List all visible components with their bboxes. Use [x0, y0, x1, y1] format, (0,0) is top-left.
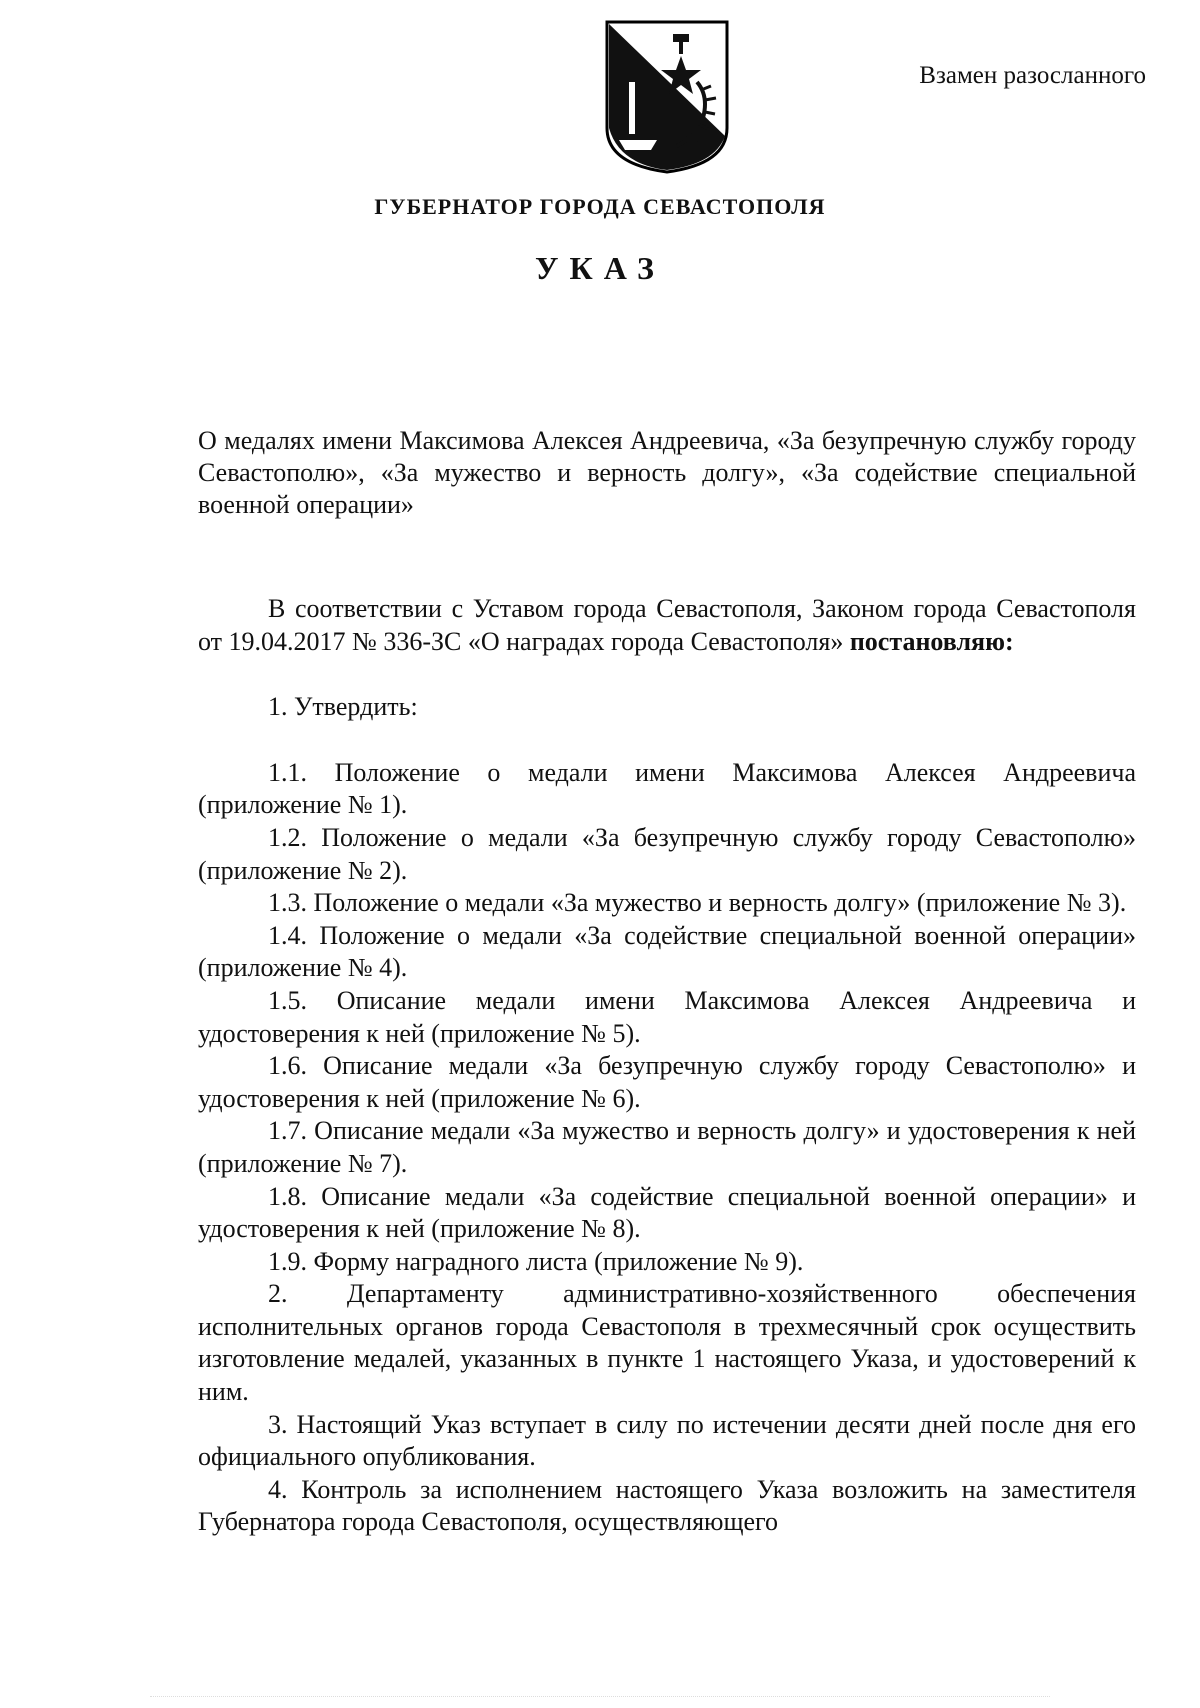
decree-subject: О медалях имени Максимова Алексея Андреевича, «За безупречную службу городу Севастополю», «За мужество и верность долгу», «За содействие специальной военной операции»: [198, 426, 1136, 519]
resolve-word: постановляю:: [849, 626, 1014, 656]
item-1-5: 1.5. Описание медали имени Максимова Алексея Андреевича и удостоверения к ней (приложение № 5).: [198, 985, 1136, 1048]
replacement-note: Взамен разосланного: [919, 62, 1146, 89]
decree-body: [198, 593, 1136, 1539]
item-4: 4. Контроль за исполнением настоящего Указа возложить на заместителя Губернатора города Севастополя, осуществляющего: [198, 1474, 1136, 1537]
issuing-authority: ГУБЕРНАТОР ГОРОДА СЕВАСТОПОЛЯ: [374, 194, 826, 219]
item-1-7: 1.7. Описание медали «За мужество и верность долгу» и удостоверения к ней (приложение № 7).: [198, 1116, 1136, 1178]
item-1-1: 1.1. Положение о медали имени Максимова Алексея Андреевича (приложение № 1).: [198, 757, 1136, 820]
item-1-2: 1.2. Положение о медали «За безупречную службу городу Севастополю» (приложение № 2).: [198, 822, 1136, 885]
item-1-9: 1.9. Форму наградного листа (приложение № 9).: [268, 1246, 804, 1276]
item-2: 2. Департаменту административно-хозяйственного обеспечения исполнительных органов города Севастополя в трехмесячный срок осуществить изготовление медалей, указанных в пункте 1 настоящего Указа, и удостоверений к ним.: [198, 1279, 1136, 1407]
coat-of-arms-icon: [603, 18, 731, 174]
item-1: 1. Утвердить:: [268, 692, 418, 722]
item-1-4: 1.4. Положение о медали «За содействие специальной военной операции» (приложение № 4).: [198, 920, 1136, 983]
preamble-text: В соответствии с Уставом города Севастополя, Законом города Севастополя от 19.04.2017 № 336-ЗС «О наградах города Севастополя»: [198, 594, 1136, 656]
item-1-8: 1.8. Описание медали «За содействие специальной военной операции» и удостоверения к ней (приложение № 8).: [198, 1181, 1136, 1244]
item-1-3: 1.3. Положение о медали «За мужество и верность долгу» (приложение № 3).: [268, 888, 1127, 918]
document-type-title: УКАЗ: [535, 250, 665, 286]
preamble-paragraph: [198, 593, 1136, 658]
scan-edge-noise: [150, 1696, 1050, 1698]
item-3: 3. Настоящий Указ вступает в силу по истечении десяти дней после дня его официального опубликования.: [198, 1409, 1136, 1472]
item-1-6: 1.6. Описание медали «За безупречную службу городу Севастополю» и удостоверения к ней (приложение № 6).: [198, 1051, 1136, 1113]
